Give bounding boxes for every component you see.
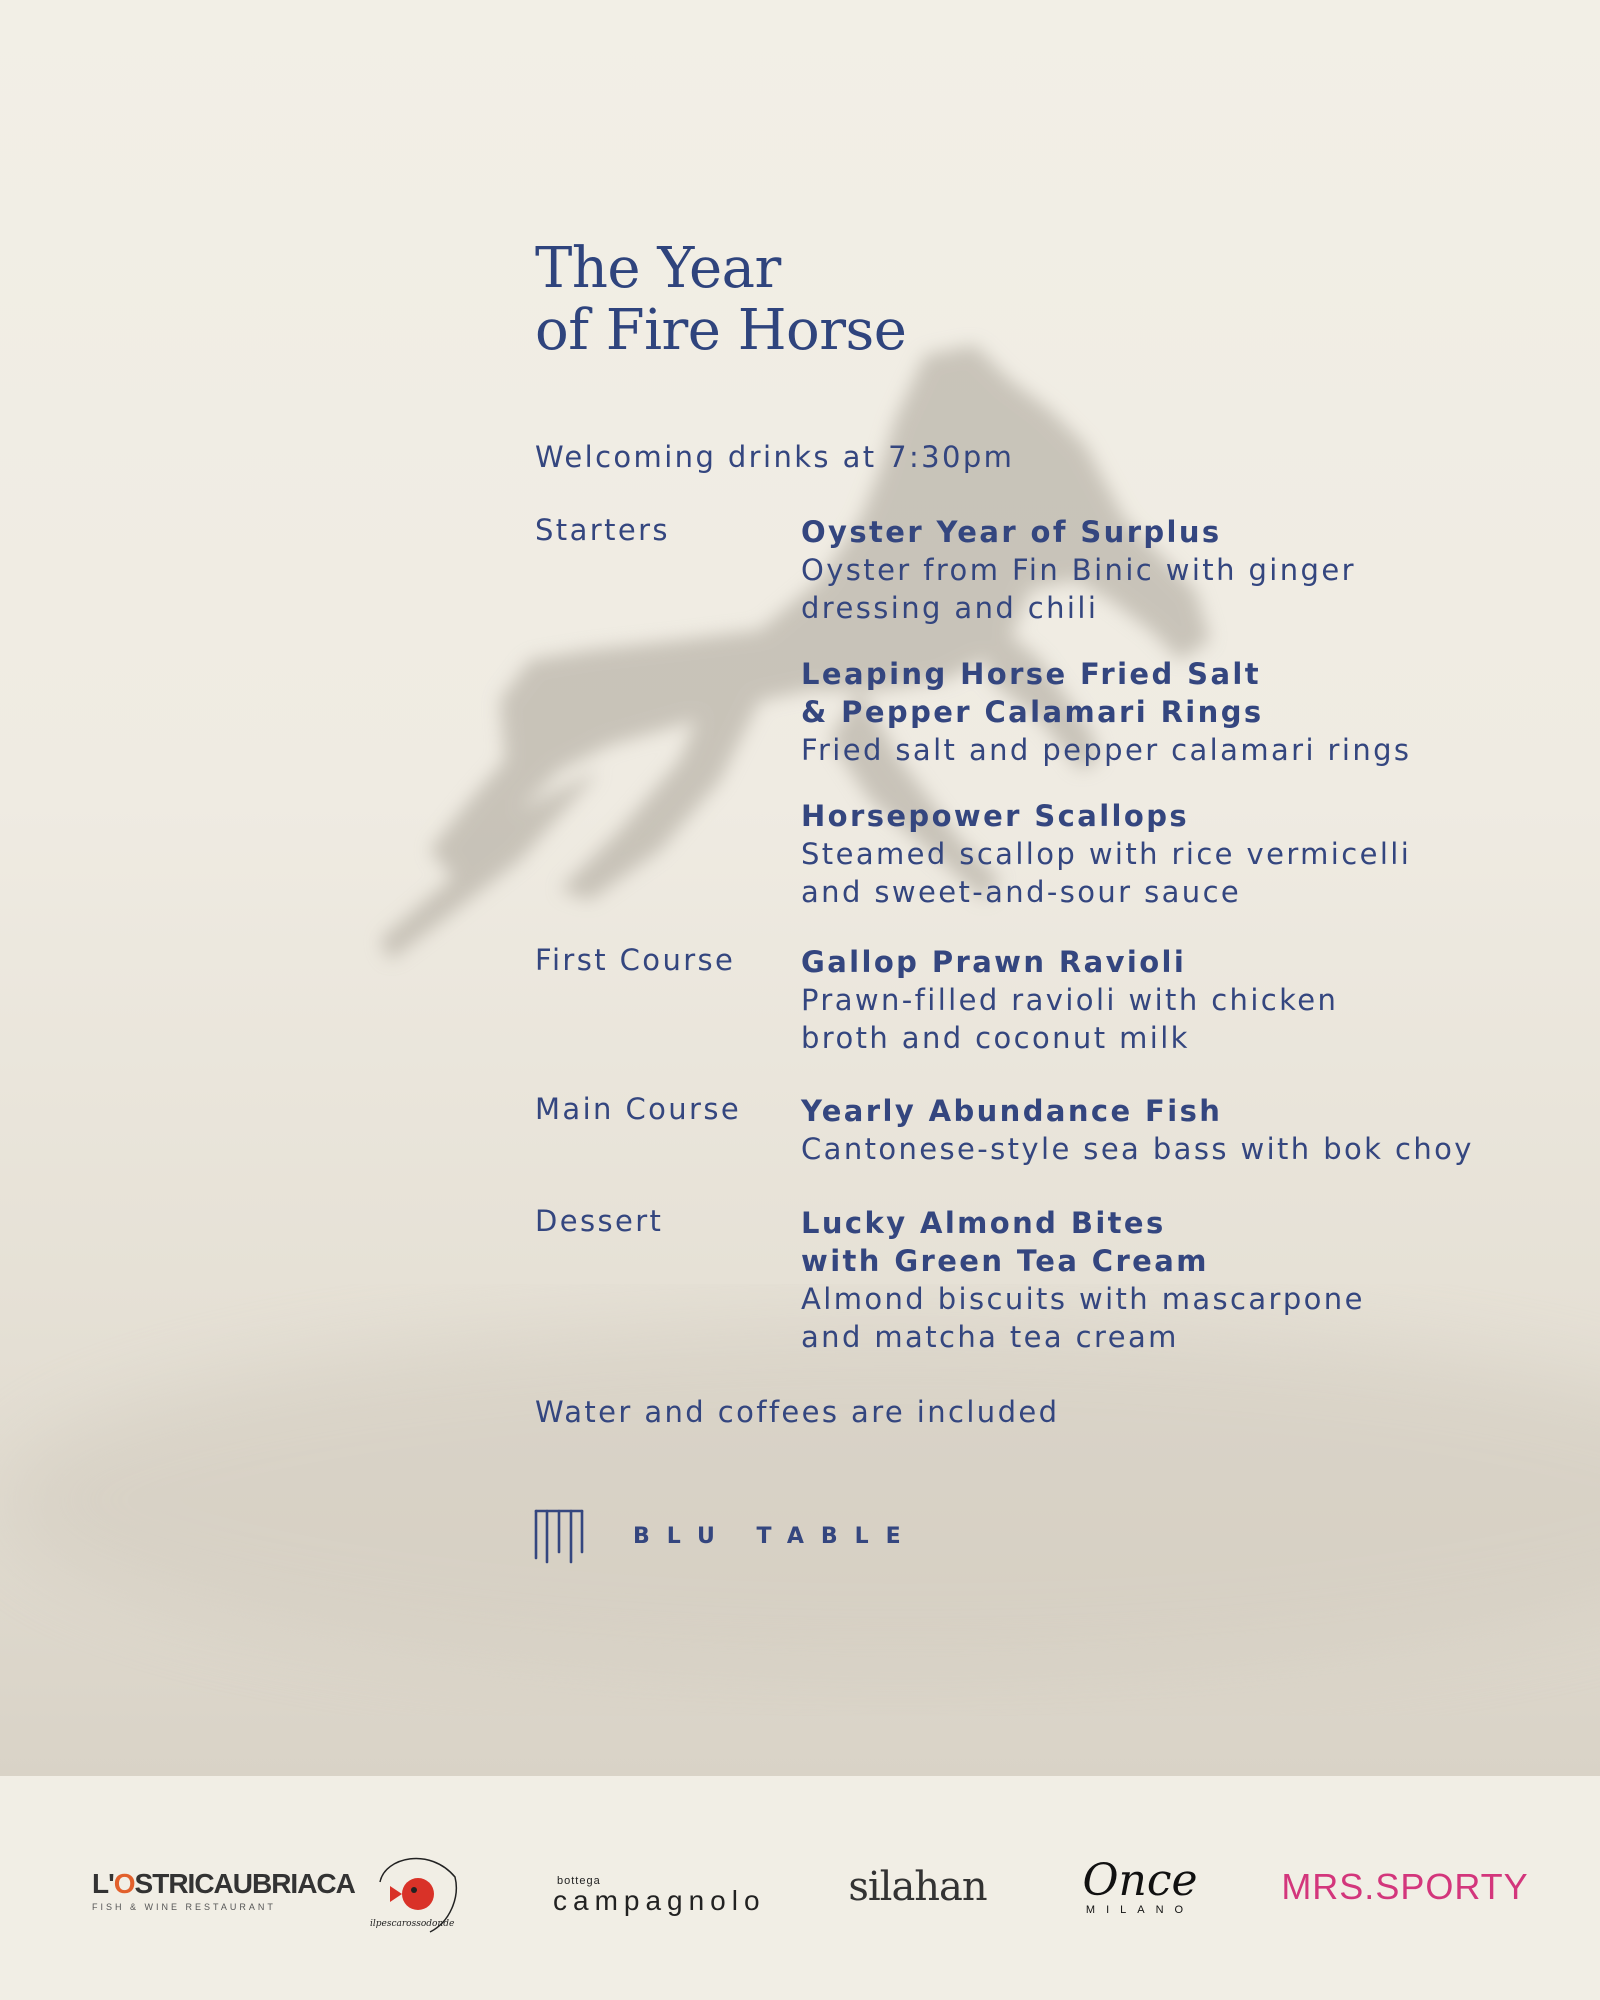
blu-table-logo-icon [533, 1508, 585, 1564]
dish-name: Oyster Year of Surplus [801, 515, 1222, 549]
dish-description: Cantonese-style sea bass with bok choy [801, 1132, 1474, 1166]
dish-name: Leaping Horse Fried Salt & Pepper Calamari Rings [801, 657, 1264, 729]
section-label-main-course: Main Course [535, 1092, 742, 1126]
dish-item [801, 655, 1521, 769]
ostrica-wordmark [92, 1868, 355, 1900]
once-city: MILANO [1085, 1904, 1195, 1916]
section-label-starters: Starters [535, 513, 670, 547]
sponsor-campagnolo-logo [553, 1870, 773, 1920]
sponsor-silahan-logo: silahan [848, 1864, 987, 1910]
menu-title [535, 238, 906, 362]
dish-item [801, 1092, 1521, 1168]
sponsor-mrs-sporty-logo: MRS.SPORTY [1281, 1866, 1529, 1907]
dish-description: Steamed scallop with rice vermicelli and sweet-and-sour sauce [801, 837, 1412, 909]
pescaro-script: ilpescarossodonde [370, 1919, 455, 1929]
welcome-note: Welcoming drinks at 7:30pm [535, 440, 1015, 474]
sponsor-ostrica-ubriaca-logo [92, 1860, 355, 1920]
dish-name: Yearly Abundance Fish [801, 1094, 1223, 1128]
menu-title-line2: of Fire Horse [535, 298, 907, 363]
dish-name: Lucky Almond Bites with Green Tea Cream [801, 1206, 1209, 1278]
dish-item [801, 797, 1521, 911]
dish-item [801, 513, 1521, 627]
pescaro-fish-icon [360, 1842, 470, 1942]
section-label-dessert: Dessert [535, 1204, 664, 1238]
campagnolo-small: bottega [557, 1875, 601, 1887]
section-label-first-course: First Course [535, 943, 736, 977]
menu-title-line1: The Year [535, 236, 781, 301]
blu-table-brand [533, 1508, 918, 1564]
dish-description: Prawn-filled ravioli with chicken broth and coconut milk [801, 983, 1339, 1055]
included-note: Water and coffees are included [535, 1395, 1060, 1429]
dish-description: Fried salt and pepper calamari rings [801, 733, 1412, 767]
ostrica-prefix: L' [92, 1868, 114, 1899]
dish-description: Almond biscuits with mascarpone and matcha tea cream [801, 1282, 1365, 1354]
sponsor-once-milano-logo [1060, 1852, 1220, 1922]
dish-name: Horsepower Scallops [801, 799, 1190, 833]
ostrica-rest: STRICAUBRIACA [134, 1868, 355, 1899]
ostrica-o: O [113, 1868, 135, 1899]
dish-name: Gallop Prawn Ravioli [801, 945, 1187, 979]
campagnolo-wordmark: campagnolo [553, 1885, 766, 1916]
dish-description: Oyster from Fin Binic with ginger dressing and chili [801, 553, 1356, 625]
dish-item [801, 943, 1521, 1057]
dish-item [801, 1204, 1521, 1356]
once-wordmark: Once [1082, 1855, 1198, 1906]
sponsor-pescaro-logo [360, 1842, 470, 1942]
ostrica-tagline: FISH & WINE RESTAURANT [92, 1902, 276, 1912]
brand-name: BLU TABLE [633, 1523, 918, 1549]
